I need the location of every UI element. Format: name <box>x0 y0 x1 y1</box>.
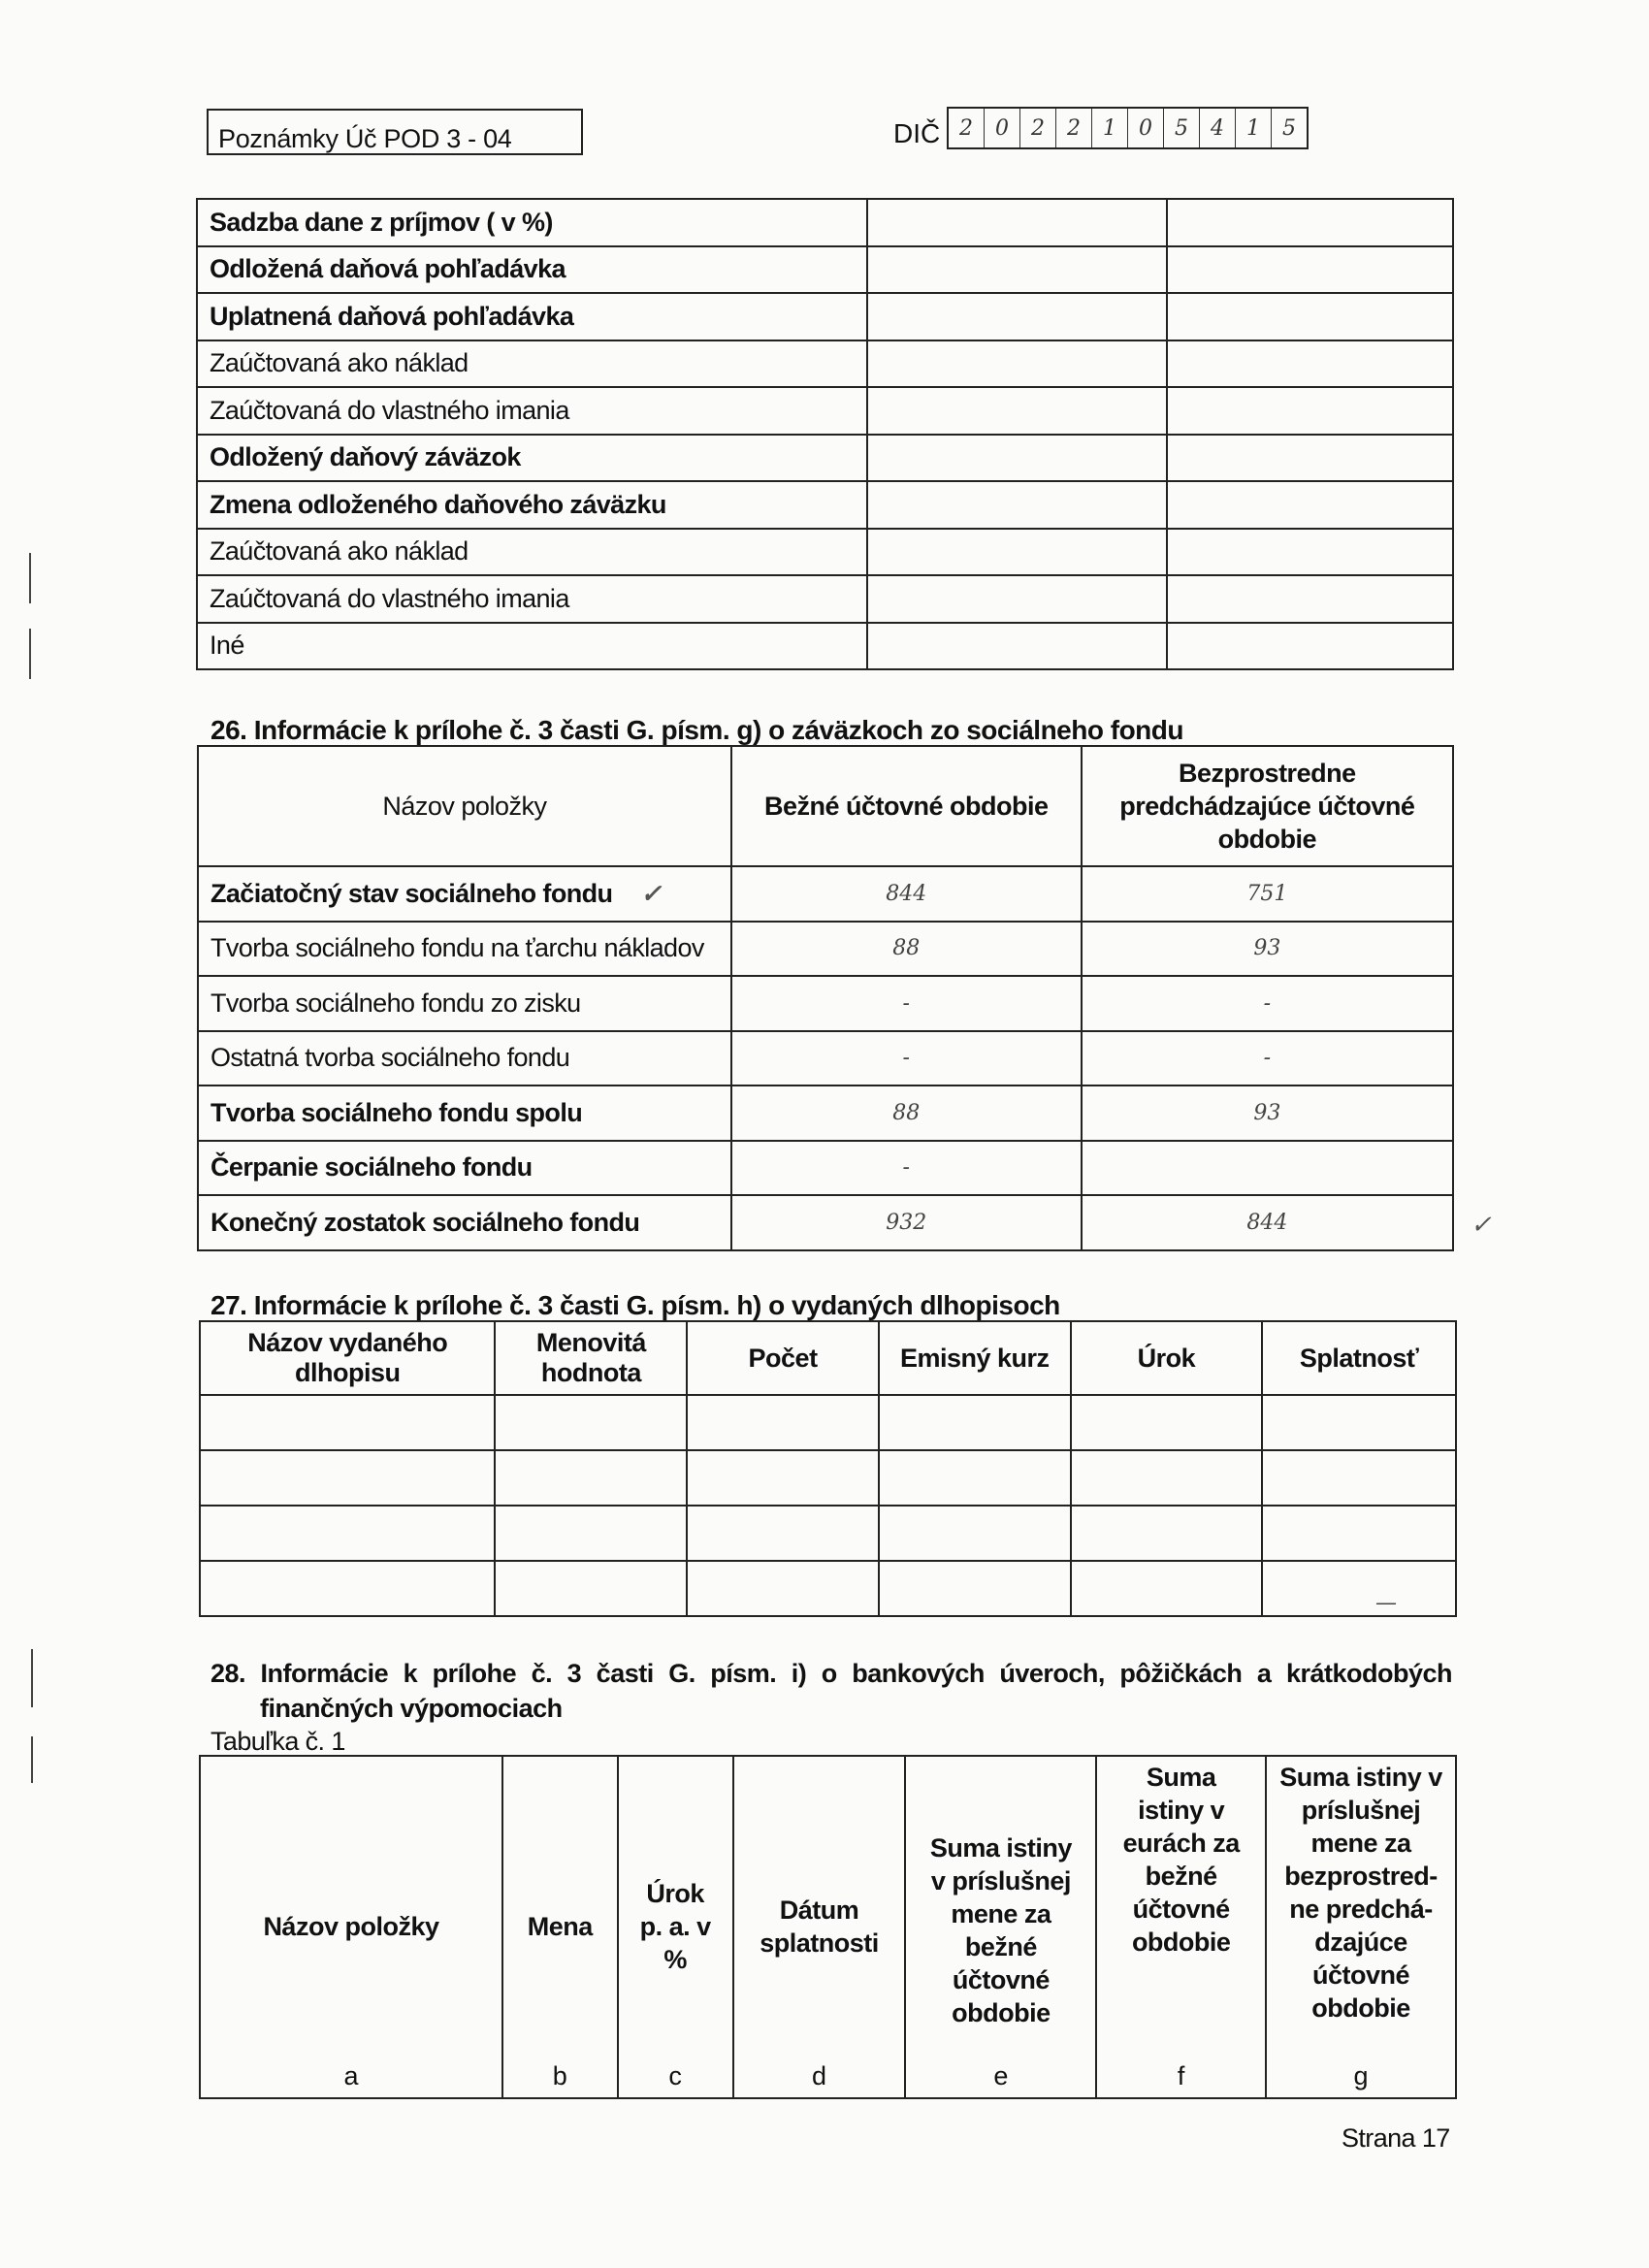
cell <box>200 1506 495 1561</box>
section-28-title-line1: 28. Informácie k prílohe č. 3 časti G. písm. i) o bankových úveroch, pôžičkách a krátkodobých <box>210 1659 1452 1688</box>
cell <box>867 199 1166 246</box>
dic-digit: 0 <box>1128 109 1164 147</box>
dic-digit: 2 <box>949 109 985 147</box>
previous-value: - <box>1082 976 1453 1031</box>
cell <box>1262 1450 1456 1506</box>
col-header: Splatnosť <box>1262 1321 1456 1395</box>
cell <box>1167 435 1453 482</box>
cell <box>879 1450 1071 1506</box>
table-row <box>197 623 1453 670</box>
cell <box>867 575 1166 623</box>
row-label: Zmena odloženého daňového záväzku <box>197 481 867 529</box>
table-row <box>198 1085 1453 1141</box>
col-letter: a <box>200 2037 502 2098</box>
cell <box>1167 246 1453 294</box>
dic-digit: 1 <box>1092 109 1128 147</box>
previous-value: - <box>1082 1031 1453 1086</box>
cell <box>687 1506 879 1561</box>
form-title-box <box>207 109 583 155</box>
table-row <box>197 481 1453 529</box>
binder-mark <box>31 1649 33 1707</box>
table-row <box>197 246 1453 294</box>
dic-digit: 4 <box>1200 109 1236 147</box>
table-row <box>197 529 1453 576</box>
row-label: Konečný zostatok sociálneho fondu <box>198 1195 731 1250</box>
cell <box>879 1395 1071 1450</box>
col-header: Názov položky <box>200 1756 502 2037</box>
table-row <box>200 1395 1456 1450</box>
table-row <box>198 1031 1453 1086</box>
cell <box>687 1561 879 1616</box>
row-label: Iné <box>197 623 867 670</box>
col-header: Suma istiny v eurách za bežné účtovné obdobie <box>1096 1756 1266 2037</box>
cell <box>1167 481 1453 529</box>
dic-digit: 2 <box>1056 109 1092 147</box>
social-fund-table <box>197 745 1454 1251</box>
current-value: - <box>731 1141 1082 1196</box>
table-row <box>197 435 1453 482</box>
current-value: 88 <box>731 922 1082 977</box>
table-row <box>197 293 1453 340</box>
col-letter: b <box>502 2037 618 2098</box>
check-mark: ✓ <box>1471 1211 1492 1240</box>
previous-value: 93 <box>1082 1085 1453 1141</box>
cell <box>495 1450 687 1506</box>
cell <box>200 1395 495 1450</box>
col-header: Emisný kurz <box>879 1321 1071 1395</box>
dash-mark: — <box>1262 1561 1456 1616</box>
col-header: Úrok <box>1071 1321 1263 1395</box>
previous-value: 751 <box>1082 866 1453 922</box>
cell <box>1167 199 1453 246</box>
cell <box>1071 1561 1263 1616</box>
col-letter: f <box>1096 2037 1266 2098</box>
cell <box>200 1450 495 1506</box>
cell <box>867 387 1166 435</box>
table-row <box>200 2037 1456 2098</box>
col-header: Názov vydaného dlhopisu <box>200 1321 495 1395</box>
dic-digit: 5 <box>1282 115 1296 141</box>
row-label: Čerpanie sociálneho fondu <box>198 1141 731 1196</box>
binder-mark <box>29 629 31 679</box>
form-title: Poznámky Úč POD 3 - 04 <box>218 124 512 153</box>
table-row <box>197 199 1453 246</box>
col-letter: g <box>1266 2037 1456 2098</box>
col-header: Počet <box>687 1321 879 1395</box>
table-row <box>200 1450 1456 1506</box>
table-row <box>198 976 1453 1031</box>
section-26-title: 26. Informácie k prílohe č. 3 časti G. písm. g) o záväzkoch zo sociálneho fondu <box>210 715 1183 745</box>
cell <box>495 1561 687 1616</box>
deferred-tax-table <box>196 198 1454 670</box>
section-27-title: 27. Informácie k prílohe č. 3 časti G. písm. h) o vydaných dlhopisoch <box>210 1290 1060 1320</box>
table-row <box>200 1561 1456 1616</box>
table-label: Tabuľka č. 1 <box>210 1727 345 1756</box>
col-header-previous: Bezprostredne predchádzajúce účtovné obdobie <box>1082 746 1453 866</box>
table-row <box>197 387 1453 435</box>
col-letter: c <box>618 2037 733 2098</box>
col-header: Úrok p. a. v % <box>618 1756 733 2037</box>
col-header-current: Bežné účtovné obdobie <box>731 746 1082 866</box>
table-header-row <box>198 746 1453 866</box>
row-label: Zaúčtovaná ako náklad <box>197 340 867 388</box>
cell <box>867 293 1166 340</box>
table-row <box>200 1506 1456 1561</box>
bonds-table <box>199 1320 1457 1617</box>
table-row <box>198 866 1453 922</box>
cell <box>1262 1395 1456 1450</box>
col-header-name: Názov položky <box>198 746 731 866</box>
previous-value <box>1082 1141 1453 1196</box>
cell <box>1167 529 1453 576</box>
cell <box>1167 340 1453 388</box>
current-value: 88 <box>731 1085 1082 1141</box>
row-label: Uplatnená daňová pohľadávka <box>197 293 867 340</box>
cell <box>867 623 1166 670</box>
row-label: Zaúčtovaná do vlastného imania <box>197 387 867 435</box>
cell <box>867 435 1166 482</box>
cell <box>1167 387 1453 435</box>
row-label: Tvorba sociálneho fondu spolu <box>198 1085 731 1141</box>
current-value: - <box>731 976 1082 1031</box>
cell <box>1167 575 1453 623</box>
row-label: Tvorba sociálneho fondu zo zisku <box>198 976 731 1031</box>
cell <box>687 1450 879 1506</box>
table-row <box>198 1141 1453 1196</box>
cell <box>200 1561 495 1616</box>
row-label: Zaúčtovaná ako náklad <box>197 529 867 576</box>
cell <box>1071 1450 1263 1506</box>
col-header: Dátum splatnosti <box>733 1756 906 2037</box>
col-header: Suma istiny v príslušnej mene za bezprostred-ne predchá- dzajúce účtovné obdobie <box>1266 1756 1456 2037</box>
binder-mark <box>31 1736 33 1783</box>
previous-value: 844 <box>1082 1195 1453 1250</box>
dic-boxes <box>947 107 1309 149</box>
dic-digit: 0 <box>985 109 1020 147</box>
col-letter: d <box>733 2037 906 2098</box>
cell <box>495 1395 687 1450</box>
table-header-row <box>200 1756 1456 2037</box>
dic-digit: 5 <box>1164 109 1200 147</box>
table-row <box>198 1195 1453 1250</box>
cell <box>495 1506 687 1561</box>
section-28-title-line2: finančných výpomociach <box>260 1694 563 1723</box>
table-header-row <box>200 1321 1456 1395</box>
current-value: - <box>731 1031 1082 1086</box>
cell <box>879 1561 1071 1616</box>
table-row <box>197 340 1453 388</box>
table-row <box>197 575 1453 623</box>
dic-digit: 1 <box>1236 109 1272 147</box>
cell <box>867 340 1166 388</box>
row-label: Začiatočný stav sociálneho fondu ✓ <box>198 866 731 922</box>
cell <box>867 246 1166 294</box>
col-header: Menovitá hodnota <box>495 1321 687 1395</box>
row-label: Tvorba sociálneho fondu na ťarchu nákladov <box>198 922 731 977</box>
cell <box>879 1506 1071 1561</box>
col-letter: e <box>905 2037 1096 2098</box>
page-number: Strana 17 <box>1342 2123 1450 2153</box>
cell <box>1262 1506 1456 1561</box>
bank-loans-table <box>199 1755 1457 2099</box>
col-header: Suma istiny v príslušnej mene za bežné účtovné obdobie <box>905 1756 1096 2037</box>
binder-mark <box>29 553 31 603</box>
dic-label: DIČ <box>893 118 941 148</box>
table-row <box>198 922 1453 977</box>
cell <box>1167 623 1453 670</box>
current-value: 932 <box>731 1195 1082 1250</box>
row-label: Odložená daňová pohľadávka <box>197 246 867 294</box>
row-label: Sadzba dane z príjmov ( v %) <box>197 199 867 246</box>
row-label: Ostatná tvorba sociálneho fondu <box>198 1031 731 1086</box>
cell <box>1071 1506 1263 1561</box>
row-label: Zaúčtovaná do vlastného imania <box>197 575 867 623</box>
previous-value: 93 <box>1082 922 1453 977</box>
cell <box>1167 293 1453 340</box>
cell <box>687 1395 879 1450</box>
col-header: Mena <box>502 1756 618 2037</box>
row-label: Odložený daňový záväzok <box>197 435 867 482</box>
cell <box>867 481 1166 529</box>
dic-digit: 2 <box>1020 109 1056 147</box>
cell <box>867 529 1166 576</box>
cell <box>1071 1395 1263 1450</box>
check-mark: ✓ <box>640 879 662 909</box>
current-value: 844 <box>731 866 1082 922</box>
